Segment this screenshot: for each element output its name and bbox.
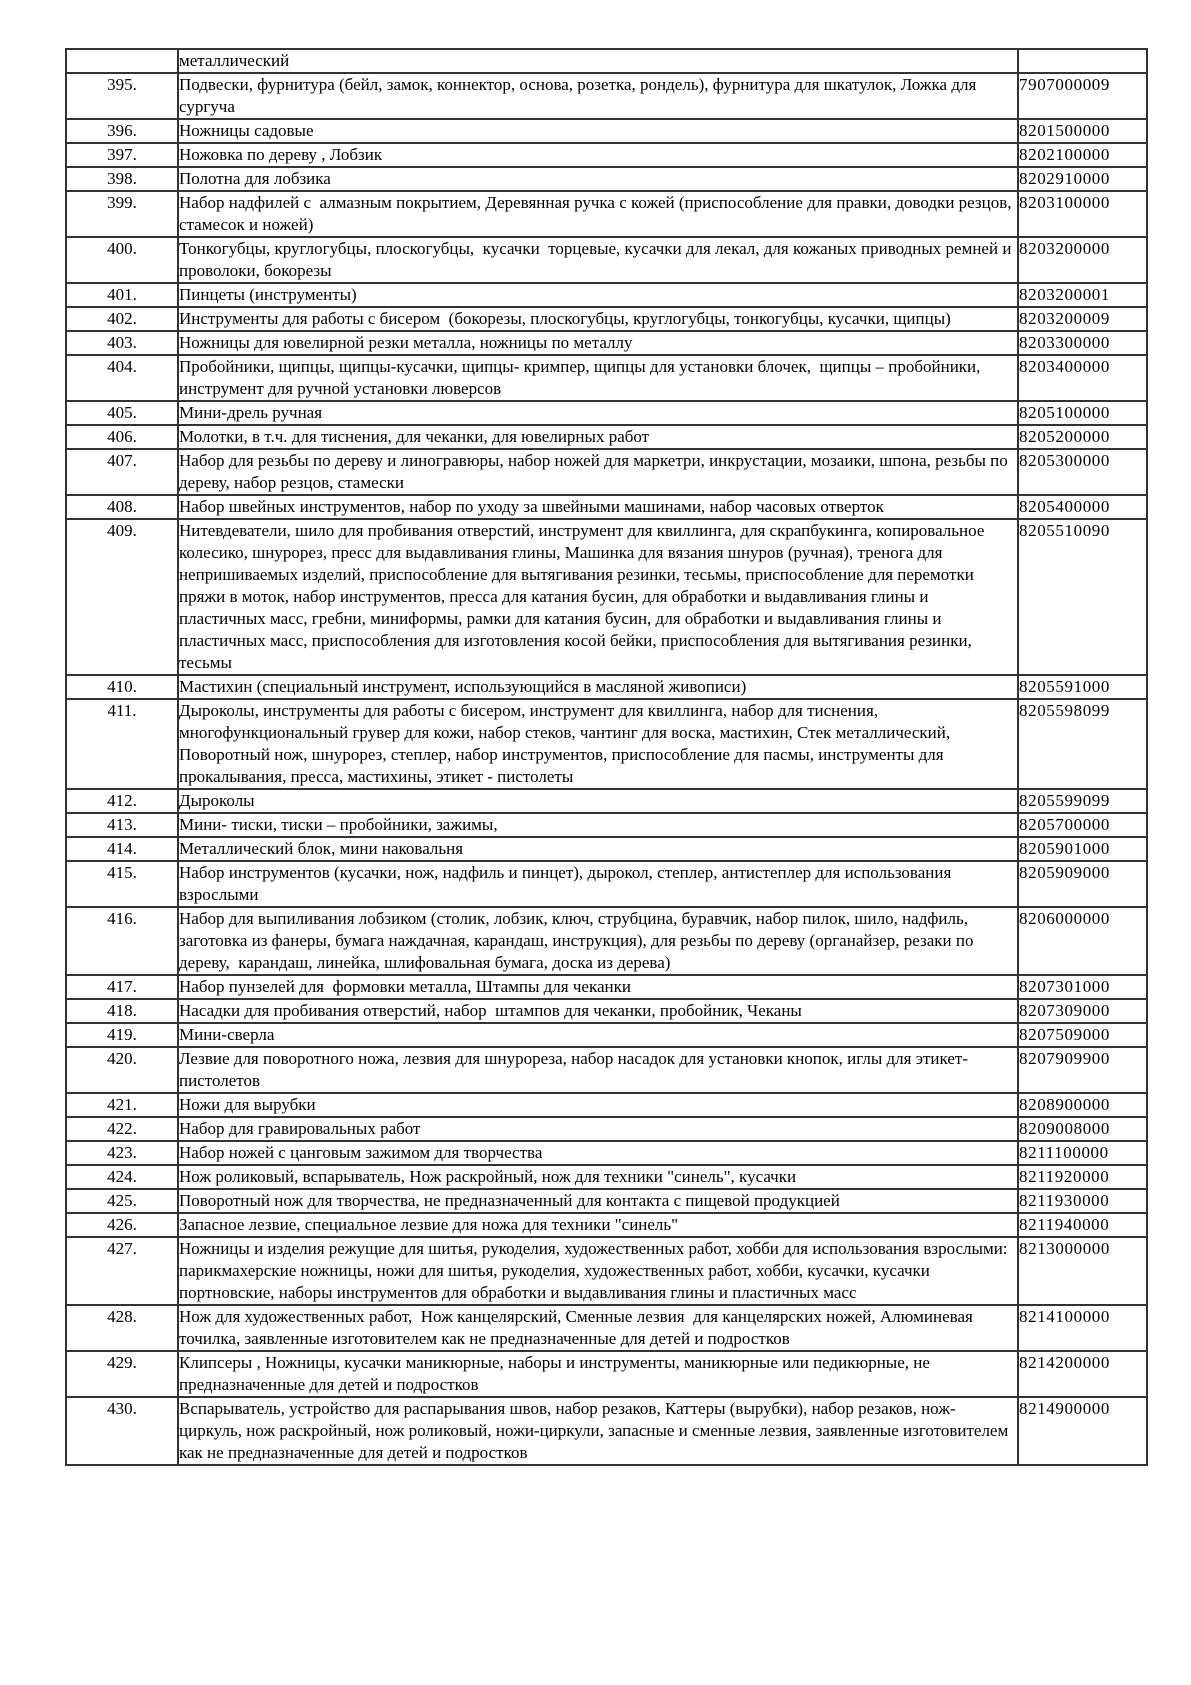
table-row bbox=[66, 1213, 1147, 1237]
table-row bbox=[66, 331, 1147, 355]
code-cell: 8205510090 bbox=[1018, 519, 1147, 675]
row-number-cell: 429. bbox=[66, 1351, 178, 1397]
description-cell: Мастихин (специальный инструмент, использующийся в масляной живописи) bbox=[178, 675, 1018, 699]
code-cell: 8214100000 bbox=[1018, 1305, 1147, 1351]
code-cell: 8207309000 bbox=[1018, 999, 1147, 1023]
description-cell: Металлический блок, мини наковальня bbox=[178, 837, 1018, 861]
description-cell: Мини- тиски, тиски – пробойники, зажимы, bbox=[178, 813, 1018, 837]
code-cell: 7907000009 bbox=[1018, 73, 1147, 119]
row-number-cell: 411. bbox=[66, 699, 178, 789]
code-cell: 8211100000 bbox=[1018, 1141, 1147, 1165]
description-cell: Молотки, в т.ч. для тиснения, для чеканки, для ювелирных работ bbox=[178, 425, 1018, 449]
code-cell: 8202100000 bbox=[1018, 143, 1147, 167]
row-number-cell: 405. bbox=[66, 401, 178, 425]
row-number-cell: 423. bbox=[66, 1141, 178, 1165]
row-number-cell: 412. bbox=[66, 789, 178, 813]
table-row bbox=[66, 1397, 1147, 1465]
code-cell: 8205300000 bbox=[1018, 449, 1147, 495]
row-number-cell: 417. bbox=[66, 975, 178, 999]
table-row bbox=[66, 675, 1147, 699]
table-row bbox=[66, 975, 1147, 999]
table-row bbox=[66, 1165, 1147, 1189]
table-row bbox=[66, 1117, 1147, 1141]
row-number-cell: 397. bbox=[66, 143, 178, 167]
description-cell: Мини-сверла bbox=[178, 1023, 1018, 1047]
table-row bbox=[66, 449, 1147, 495]
description-cell: Дыроколы, инструменты для работы с бисером, инструмент для квиллинга, набор для тиснения, многофункциональный грувер для кожи, набор стеков, чантинг для воска, мастихин, Стек металлический, Поворотный нож, шнурорез, степлер, набор инструментов, приспособление для пасмы, инструменты для прокалывания, пресса, мастихины, этикет - пистолеты bbox=[178, 699, 1018, 789]
table-row bbox=[66, 1351, 1147, 1397]
row-number-cell: 401. bbox=[66, 283, 178, 307]
code-cell: 8203400000 bbox=[1018, 355, 1147, 401]
code-cell: 8208900000 bbox=[1018, 1093, 1147, 1117]
description-cell: Тонкогубцы, круглогубцы, плоскогубцы, кусачки торцевые, кусачки для лекал, для кожаных приводных ремней и проволоки, бокорезы bbox=[178, 237, 1018, 283]
description-cell: Ножницы садовые bbox=[178, 119, 1018, 143]
description-cell: Пинцеты (инструменты) bbox=[178, 283, 1018, 307]
table-row bbox=[66, 307, 1147, 331]
code-cell: 8211920000 bbox=[1018, 1165, 1147, 1189]
row-number-cell: 425. bbox=[66, 1189, 178, 1213]
row-number-cell: 413. bbox=[66, 813, 178, 837]
table-row bbox=[66, 283, 1147, 307]
table-row bbox=[66, 237, 1147, 283]
row-number-cell: 400. bbox=[66, 237, 178, 283]
description-cell: Набор пунзелей для формовки металла, Штампы для чеканки bbox=[178, 975, 1018, 999]
table-row bbox=[66, 1047, 1147, 1093]
table-row bbox=[66, 401, 1147, 425]
row-number-cell: 420. bbox=[66, 1047, 178, 1093]
code-cell: 8207909900 bbox=[1018, 1047, 1147, 1093]
code-cell: 8205591000 bbox=[1018, 675, 1147, 699]
row-number-cell: 404. bbox=[66, 355, 178, 401]
row-number-cell: 396. bbox=[66, 119, 178, 143]
row-number-cell: 406. bbox=[66, 425, 178, 449]
table-row bbox=[66, 1023, 1147, 1047]
code-cell: 8201500000 bbox=[1018, 119, 1147, 143]
description-cell: Нитевдеватели, шило для пробивания отверстий, инструмент для квиллинга, для скрапбукинга, копировальное колесико, шнурорез, пресс для выдавливания глины, Машинка для вязания шнуров (ручная), тренога для непришиваемых изделий, приспособление для вытягивания резинки, тесьмы, приспособление для перемотки пряжи в моток, набор инструментов, пресса для катания бусин, для обработки и выдавливания глины и пластичных масс, гребни, миниформы, рамки для катания бусин, для обработки и выдавливания глины и пластичных масс, приспособления для изготовления косой бейки, приспособления для вытягивания резинки, тесьмы bbox=[178, 519, 1018, 675]
row-number-cell: 402. bbox=[66, 307, 178, 331]
description-cell: Нож для художественных работ, Нож канцелярский, Сменные лезвия для канцелярских ножей, Алюминевая точилка, заявленные изготовителем как не предназначенные для детей и подростков bbox=[178, 1305, 1018, 1351]
description-cell: Лезвие для поворотного ножа, лезвия для шнурореза, набор насадок для установки кнопок, иглы для этикет-пистолетов bbox=[178, 1047, 1018, 1093]
row-number-cell: 410. bbox=[66, 675, 178, 699]
code-cell: 8205599099 bbox=[1018, 789, 1147, 813]
code-cell: 8214900000 bbox=[1018, 1397, 1147, 1465]
code-cell: 8202910000 bbox=[1018, 167, 1147, 191]
code-cell: 8205909000 bbox=[1018, 861, 1147, 907]
code-cell: 8214200000 bbox=[1018, 1351, 1147, 1397]
table-row bbox=[66, 143, 1147, 167]
description-cell: Ножовка по дереву , Лобзик bbox=[178, 143, 1018, 167]
description-cell: Мини-дрель ручная bbox=[178, 401, 1018, 425]
description-cell: Нож роликовый, вспарыватель, Нож раскройный, нож для техники "синель", кусачки bbox=[178, 1165, 1018, 1189]
table-body bbox=[66, 49, 1147, 1465]
table-row bbox=[66, 1141, 1147, 1165]
description-cell: Ножницы для ювелирной резки металла, ножницы по металлу bbox=[178, 331, 1018, 355]
row-number-cell: 416. bbox=[66, 907, 178, 975]
code-cell: 8209008000 bbox=[1018, 1117, 1147, 1141]
description-cell: Ножи для вырубки bbox=[178, 1093, 1018, 1117]
table-row bbox=[66, 907, 1147, 975]
code-cell: 8205700000 bbox=[1018, 813, 1147, 837]
code-cell: 8205200000 bbox=[1018, 425, 1147, 449]
row-number-cell bbox=[66, 49, 178, 73]
row-number-cell: 399. bbox=[66, 191, 178, 237]
description-cell: Вспарыватель, устройство для распарывания швов, набор резаков, Каттеры (вырубки), набор резаков, нож-циркуль, нож раскройный, нож роликовый, ножи-циркули, запасные и сменные лезвия, заявленные изготовителем как не предназначенные для детей и подростков bbox=[178, 1397, 1018, 1465]
table-row bbox=[66, 495, 1147, 519]
row-number-cell: 428. bbox=[66, 1305, 178, 1351]
row-number-cell: 422. bbox=[66, 1117, 178, 1141]
row-number-cell: 419. bbox=[66, 1023, 178, 1047]
table-row bbox=[66, 49, 1147, 73]
row-number-cell: 398. bbox=[66, 167, 178, 191]
description-cell: Набор для выпиливания лобзиком (столик, лобзик, ключ, струбцина, буравчик, набор пилок, шило, надфиль, заготовка из фанеры, бумага наждачная, карандаш, инструкция), для резьбы по дереву (органайзер, резаки по дереву, карандаш, линейка, шлифовальная бумага, доска из дерева) bbox=[178, 907, 1018, 975]
description-cell: Набор надфилей с алмазным покрытием, Деревянная ручка с кожей (приспособление для правки, доводки резцов, стамесок и ножей) bbox=[178, 191, 1018, 237]
description-cell: Подвески, фурнитура (бейл, замок, коннектор, основа, розетка, рондель), фурнитура для шкатулок, Ложка для сургуча bbox=[178, 73, 1018, 119]
description-cell: Набор швейных инструментов, набор по уходу за швейными машинами, набор часовых отверток bbox=[178, 495, 1018, 519]
table-row bbox=[66, 861, 1147, 907]
row-number-cell: 408. bbox=[66, 495, 178, 519]
table-row bbox=[66, 699, 1147, 789]
description-cell: Дыроколы bbox=[178, 789, 1018, 813]
table-row bbox=[66, 789, 1147, 813]
code-cell: 8205901000 bbox=[1018, 837, 1147, 861]
table-row bbox=[66, 519, 1147, 675]
code-cell: 8203200001 bbox=[1018, 283, 1147, 307]
table-row bbox=[66, 1093, 1147, 1117]
description-cell: Набор для гравировальных работ bbox=[178, 1117, 1018, 1141]
goods-table bbox=[65, 48, 1148, 1466]
code-cell: 8205100000 bbox=[1018, 401, 1147, 425]
table-row bbox=[66, 73, 1147, 119]
table-row bbox=[66, 813, 1147, 837]
table-row bbox=[66, 1305, 1147, 1351]
description-cell: Инструменты для работы с бисером (бокорезы, плоскогубцы, круглогубцы, тонкогубцы, кусачки, щипцы) bbox=[178, 307, 1018, 331]
description-cell: Ножницы и изделия режущие для шитья, рукоделия, художественных работ, хобби для использования взрослыми: парикмахерские ножницы, ножи для шитья, рукоделия, художественных работ, хобби, кусачки, кусачки портновские, наборы инструментов для обработки и выдавливания глины и пластичных масс bbox=[178, 1237, 1018, 1305]
code-cell: 8207301000 bbox=[1018, 975, 1147, 999]
description-cell: Набор для резьбы по дереву и линогравюры, набор ножей для маркетри, инкрустации, мозаики, шпона, резьбы по дереву, набор резцов, стамески bbox=[178, 449, 1018, 495]
row-number-cell: 426. bbox=[66, 1213, 178, 1237]
table-row bbox=[66, 425, 1147, 449]
table-row bbox=[66, 1189, 1147, 1213]
table-row bbox=[66, 119, 1147, 143]
code-cell: 8211940000 bbox=[1018, 1213, 1147, 1237]
description-cell: металлический bbox=[178, 49, 1018, 73]
row-number-cell: 409. bbox=[66, 519, 178, 675]
row-number-cell: 430. bbox=[66, 1397, 178, 1465]
table-row bbox=[66, 999, 1147, 1023]
code-cell: 8207509000 bbox=[1018, 1023, 1147, 1047]
description-cell: Запасное лезвие, специальное лезвие для ножа для техники "синель" bbox=[178, 1213, 1018, 1237]
table-row bbox=[66, 167, 1147, 191]
code-cell: 8213000000 bbox=[1018, 1237, 1147, 1305]
code-cell: 8203200009 bbox=[1018, 307, 1147, 331]
description-cell: Поворотный нож для творчества, не предназначенный для контакта с пищевой продукцией bbox=[178, 1189, 1018, 1213]
row-number-cell: 407. bbox=[66, 449, 178, 495]
row-number-cell: 418. bbox=[66, 999, 178, 1023]
description-cell: Насадки для пробивания отверстий, набор штампов для чеканки, пробойник, Чеканы bbox=[178, 999, 1018, 1023]
description-cell: Набор ножей с цанговым зажимом для творчества bbox=[178, 1141, 1018, 1165]
row-number-cell: 415. bbox=[66, 861, 178, 907]
row-number-cell: 403. bbox=[66, 331, 178, 355]
row-number-cell: 421. bbox=[66, 1093, 178, 1117]
code-cell: 8205400000 bbox=[1018, 495, 1147, 519]
code-cell: 8203100000 bbox=[1018, 191, 1147, 237]
code-cell: 8211930000 bbox=[1018, 1189, 1147, 1213]
code-cell bbox=[1018, 49, 1147, 73]
code-cell: 8206000000 bbox=[1018, 907, 1147, 975]
row-number-cell: 414. bbox=[66, 837, 178, 861]
row-number-cell: 395. bbox=[66, 73, 178, 119]
table-row bbox=[66, 837, 1147, 861]
table-row bbox=[66, 191, 1147, 237]
code-cell: 8205598099 bbox=[1018, 699, 1147, 789]
description-cell: Пробойники, щипцы, щипцы-кусачки, щипцы- кримпер, щипцы для установки блочек, щипцы – пробойники, инструмент для ручной установки люверсов bbox=[178, 355, 1018, 401]
code-cell: 8203300000 bbox=[1018, 331, 1147, 355]
description-cell: Клипсеры , Ножницы, кусачки маникюрные, наборы и инструменты, маникюрные или педикюрные, не предназначенные для детей и подростков bbox=[178, 1351, 1018, 1397]
row-number-cell: 424. bbox=[66, 1165, 178, 1189]
description-cell: Полотна для лобзика bbox=[178, 167, 1018, 191]
table-row bbox=[66, 1237, 1147, 1305]
table-row bbox=[66, 355, 1147, 401]
description-cell: Набор инструментов (кусачки, нож, надфиль и пинцет), дырокол, степлер, антистеплер для использования взрослыми bbox=[178, 861, 1018, 907]
row-number-cell: 427. bbox=[66, 1237, 178, 1305]
code-cell: 8203200000 bbox=[1018, 237, 1147, 283]
